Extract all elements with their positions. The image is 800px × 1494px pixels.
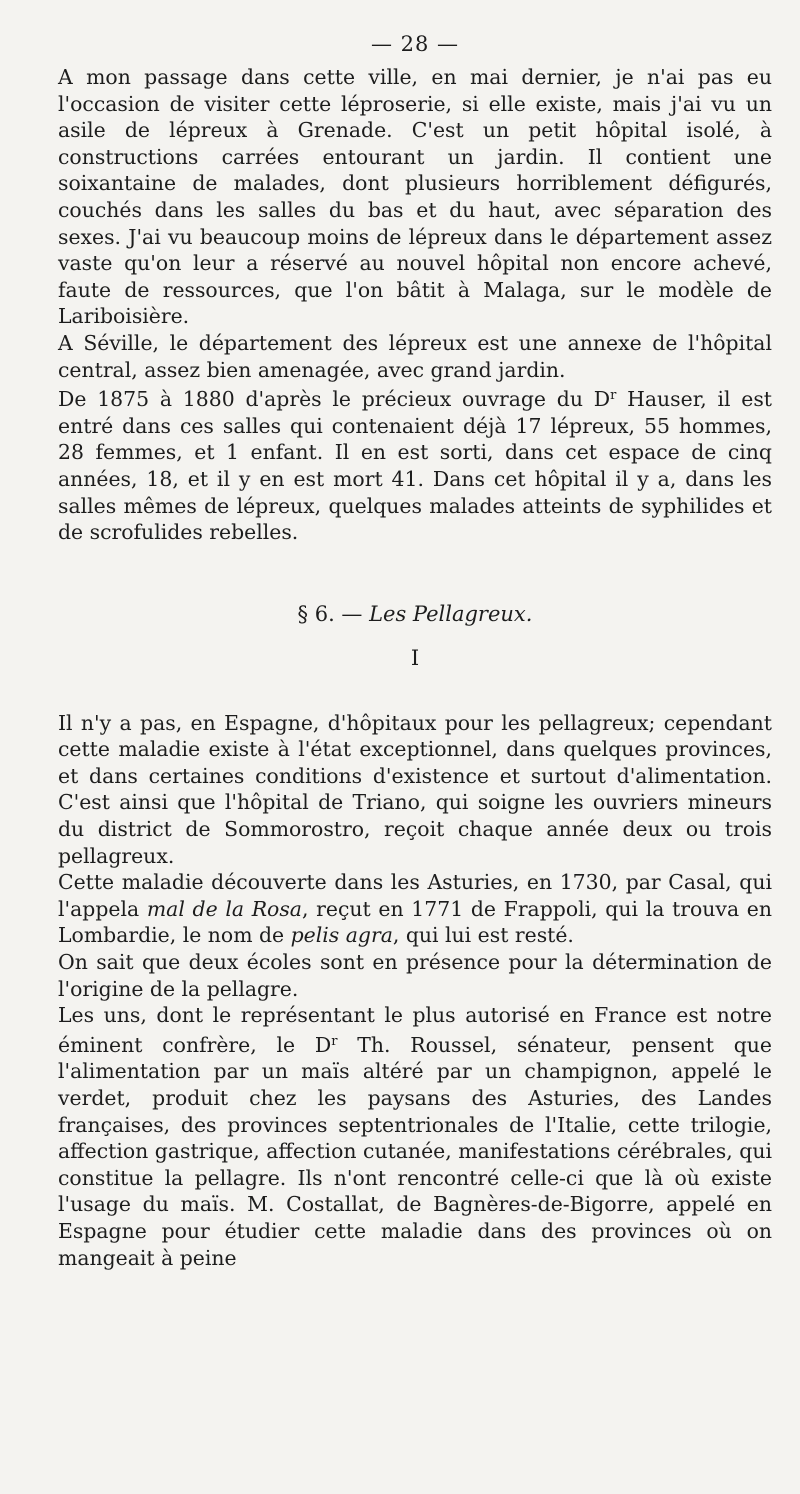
paragraph-ecoles: On sait que deux écoles sont en présence pour la détermination de l'origine de la pellagre. bbox=[58, 950, 772, 1001]
paragraph-hauser bbox=[58, 383, 772, 546]
paragraph-roussel bbox=[58, 1002, 772, 1271]
casal-em-2: pelis agra bbox=[290, 923, 393, 948]
hauser-text-2: Hauser, il est entré dans ces salles qui contenaient déjà 17 lépreux, 55 hommes, 28 femmes, et 1 enfant. Il en est sorti, dans cet espace de cinq années, 18, et il y en est mort 41. Dans cet hôpital il y a, dans les salles mêmes de lépreux, quelques malades atteints de syphilides et de scrofulides rebelles. bbox=[58, 387, 773, 545]
casal-text-b: , reçut en 1771 de Frappoli, qui la trouva en Lombardie, le nom de bbox=[58, 896, 772, 948]
paragraph-grenade: A mon passage dans cette ville, en mai dernier, je n'ai pas eu l'occasion de visiter cette léproserie, si elle existe, mais j'ai vu un asile de lépreux à Grenade. C'est un petit hôpital isolé, à constructions carrées entourant un jardin. Il contient une soixantaine de malades, dont plusieurs horriblement défigurés, couchés dans les salles du bas et du haut, avec séparation des sexes. J'ai vu beaucoup moins de lépreux dans le département assez vaste qu'on leur a réservé au nouvel hôpital non encore achevé, faute de ressources, que l'on bâtit à Malaga, sur le modèle de Lariboisière. bbox=[58, 65, 772, 329]
section-roman-numeral: I bbox=[410, 645, 420, 670]
page-number: — 28 — bbox=[370, 32, 460, 56]
hauser-sup: r bbox=[610, 388, 617, 404]
section-heading bbox=[58, 600, 772, 628]
section-title-text: Les Pellagreux. bbox=[369, 601, 533, 626]
paragraph-pellagreux: Il n'y a pas, en Espagne, d'hôpitaux pour les pellagreux; cependant cette maladie existe à l'état exceptionnel, dans quelques provinces, et dans certaines conditions d'existence et surtout d'alimentation. C'est ainsi que l'hôpital de Triano, qui soigne les ouvriers mineurs du district de Sommorostro, reçoit chaque année deux ou trois pellagreux. bbox=[58, 710, 772, 868]
paragraph-seville: A Séville, le département des lépreux est une annexe de l'hôpital central, assez bien amenagée, avec grand jardin. bbox=[58, 330, 772, 382]
casal-em-1: mal de la Rosa bbox=[146, 896, 302, 921]
section-prefix: § 6. — bbox=[297, 601, 370, 626]
roussel-sup: r bbox=[331, 1033, 338, 1049]
roussel-text-1: Les uns, dont le représentant le plus autorisé en France est notre éminent confrère, le D bbox=[58, 1003, 772, 1057]
text-block-top bbox=[58, 64, 772, 546]
text-block-bottom bbox=[58, 710, 772, 1271]
casal-text-a: Cette maladie découverte dans les Asturies, en 1730, par Casal, qui l'appela bbox=[58, 870, 772, 921]
paragraph-casal bbox=[58, 869, 772, 949]
roussel-text-2: Th. Roussel, sénateur, pensent que l'alimentation par un maïs altéré par un champignon, appelé le verdet, produit chez les paysans des Asturies, des Landes françaises, des provinces septentrionales de l'Italie, cette trilogie, affection gastrique, affection cutanée, manifestations cérébrales, qui constitue la pellagre. Ils n'ont rencontré celle-ci que là où existe l'usage du maïs. M. Costallat, de Bagnères-de-Bigorre, appelé en Espagne pour étudier cette maladie dans des provinces où on mangeait à peine bbox=[58, 1032, 772, 1270]
hauser-text-1: De 1875 à 1880 d'après le précieux ouvrage du D bbox=[58, 387, 611, 412]
casal-text-c: , qui lui est resté. bbox=[392, 923, 574, 948]
